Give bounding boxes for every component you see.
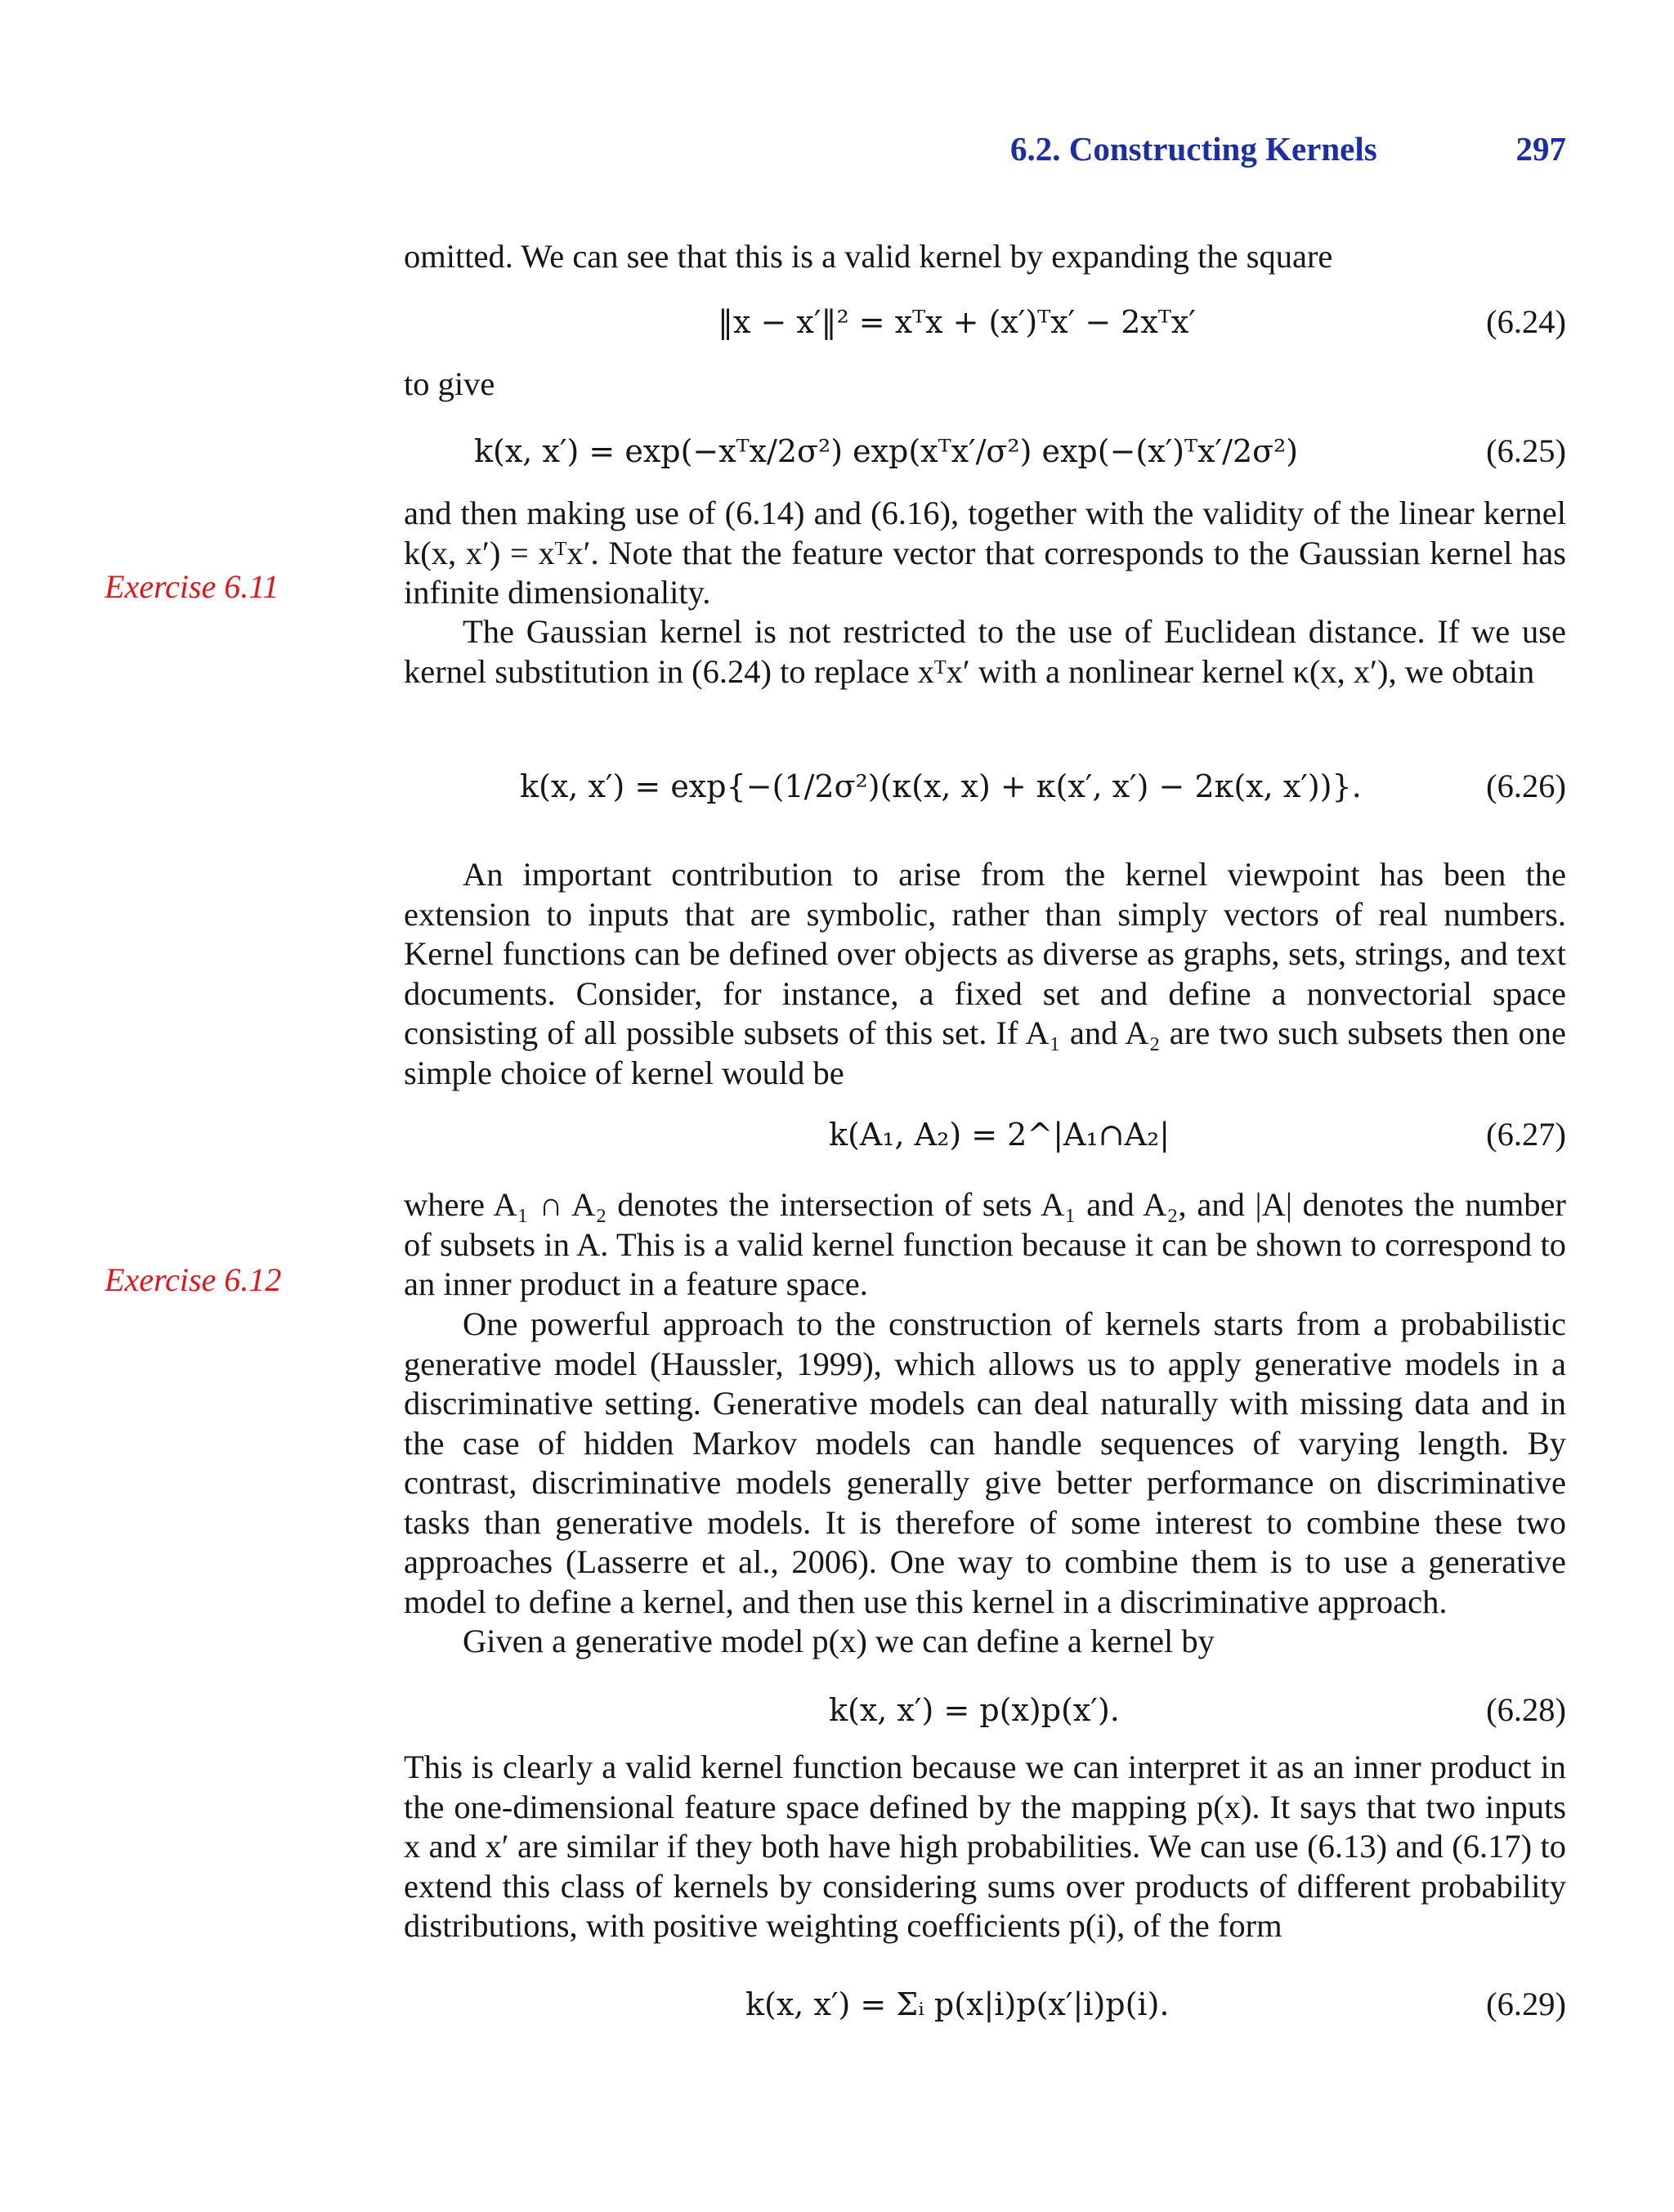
paragraph-gaussian-kernel bbox=[404, 612, 1566, 692]
equation-number: (6.25) bbox=[1486, 432, 1566, 469]
margin-note-exercise-6-11: Exercise 6.11 bbox=[105, 568, 280, 605]
paragraph-text: omitted. We can see that this is a valid kernel by expanding the square bbox=[404, 238, 1333, 275]
equation-number: (6.27) bbox=[1486, 1116, 1566, 1153]
paragraph-valid-kernel bbox=[404, 1748, 1566, 1946]
equation-body: ‖x − x′‖² = xᵀx + (x′)ᵀx′ − 2xᵀx′ bbox=[718, 304, 1196, 340]
paragraph-symbolic-inputs bbox=[404, 855, 1566, 1093]
paragraph-text: The Gaussian kernel is not restricted to the use of Euclidean distance. If we use kernel substitution in (6.24) to replace xᵀx′ with a nonlinear kernel κ(x, x′), we obtain bbox=[404, 613, 1566, 690]
paragraph-generative-model bbox=[404, 1305, 1566, 1622]
paragraph-given-generative-model bbox=[404, 1622, 1566, 1662]
paragraph-text: to give bbox=[404, 365, 495, 402]
equation-6-24 bbox=[404, 296, 1566, 348]
equation-6-28 bbox=[404, 1684, 1566, 1736]
paragraph-omitted bbox=[404, 237, 1566, 277]
equation-6-29 bbox=[404, 1978, 1566, 2031]
equation-6-27 bbox=[404, 1108, 1566, 1161]
equation-body: k(x, x′) = exp(−xᵀx/2σ²) exp(xᵀx′/σ²) exp(−(x′)ᵀx′/2σ²) bbox=[474, 433, 1299, 469]
running-header bbox=[1010, 129, 1566, 175]
equation-body: k(x, x′) = p(x)p(x′). bbox=[829, 1692, 1120, 1728]
section-title: 6.2. Constructing Kernels bbox=[1010, 130, 1377, 168]
paragraph-text: One powerful approach to the construction of kernels starts from a probabilistic generative model (Haussler, 1999), which allows us to apply generative models in a discriminative setting. Generative models can deal naturally with missing data and in the case of hidden Markov models can handle sequences of varying length. By contrast, discriminative models generally give better performance on discriminative tasks than generative models. It is therefore of some interest to combine these two approaches (Lasserre et al., 2006). One way to combine them is to use a generative model to define a kernel, and then use this kernel in a discriminative approach. bbox=[404, 1305, 1566, 1620]
equation-6-26 bbox=[404, 760, 1566, 813]
paragraph-linear-kernel bbox=[404, 494, 1566, 613]
equation-number: (6.24) bbox=[1486, 303, 1566, 340]
paragraph-to-give bbox=[404, 365, 1566, 405]
equation-number: (6.29) bbox=[1486, 1986, 1566, 2022]
margin-note-exercise-6-12: Exercise 6.12 bbox=[105, 1261, 282, 1298]
equation-number: (6.26) bbox=[1486, 768, 1566, 804]
equation-body: k(x, x′) = Σᵢ p(x|i)p(x′|i)p(i). bbox=[745, 1986, 1170, 2022]
paragraph-text: and then making use of (6.14) and (6.16), together with the validity of the linear kernel k(x, x′) = xᵀx′. Note that the feature vector that corresponds to the Gaussian kernel has infinite dimensionality. bbox=[404, 495, 1566, 611]
paragraph-text: An important contribution to arise from the kernel viewpoint has been the extension to inputs that are symbolic, rather than simply vectors of real numbers. Kernel functions can be defined over objects as diverse as graphs, sets, strings, and text documents. Consider, for instance, a fixed set and define a nonvectorial space consisting of all possible subsets of this set. If A₁ and A₂ are two such subsets then one simple choice of kernel would be bbox=[404, 856, 1566, 1091]
equation-body: k(A₁, A₂) = 2^|A₁∩A₂| bbox=[829, 1117, 1170, 1153]
page-number: 297 bbox=[1515, 130, 1566, 168]
paragraph-intersection bbox=[404, 1185, 1566, 1305]
paragraph-text: Given a generative model p(x) we can define a kernel by bbox=[463, 1623, 1215, 1659]
equation-6-25 bbox=[404, 425, 1566, 477]
paragraph-text: This is clearly a valid kernel function because we can interpret it as an inner product in the one-dimensional feature space defined by the mapping p(x). It says that two inputs x and x′ are similar if they both have high probabilities. We can use (6.13) and (6.17) to extend this class of kernels by considering sums over products of different probability distributions, with positive weighting coefficients p(i), of the form bbox=[404, 1749, 1566, 1944]
equation-number: (6.28) bbox=[1486, 1691, 1566, 1728]
equation-body: k(x, x′) = exp{−(1/2σ²)(κ(x, x) + κ(x′, x′) − 2κ(x, x′))}. bbox=[520, 768, 1362, 804]
paragraph-text: where A₁ ∩ A₂ denotes the intersection of sets A₁ and A₂, and |A| denotes the number of subsets in A. This is a valid kernel function because it can be shown to correspond to an inner product in a feature space. bbox=[404, 1186, 1566, 1302]
